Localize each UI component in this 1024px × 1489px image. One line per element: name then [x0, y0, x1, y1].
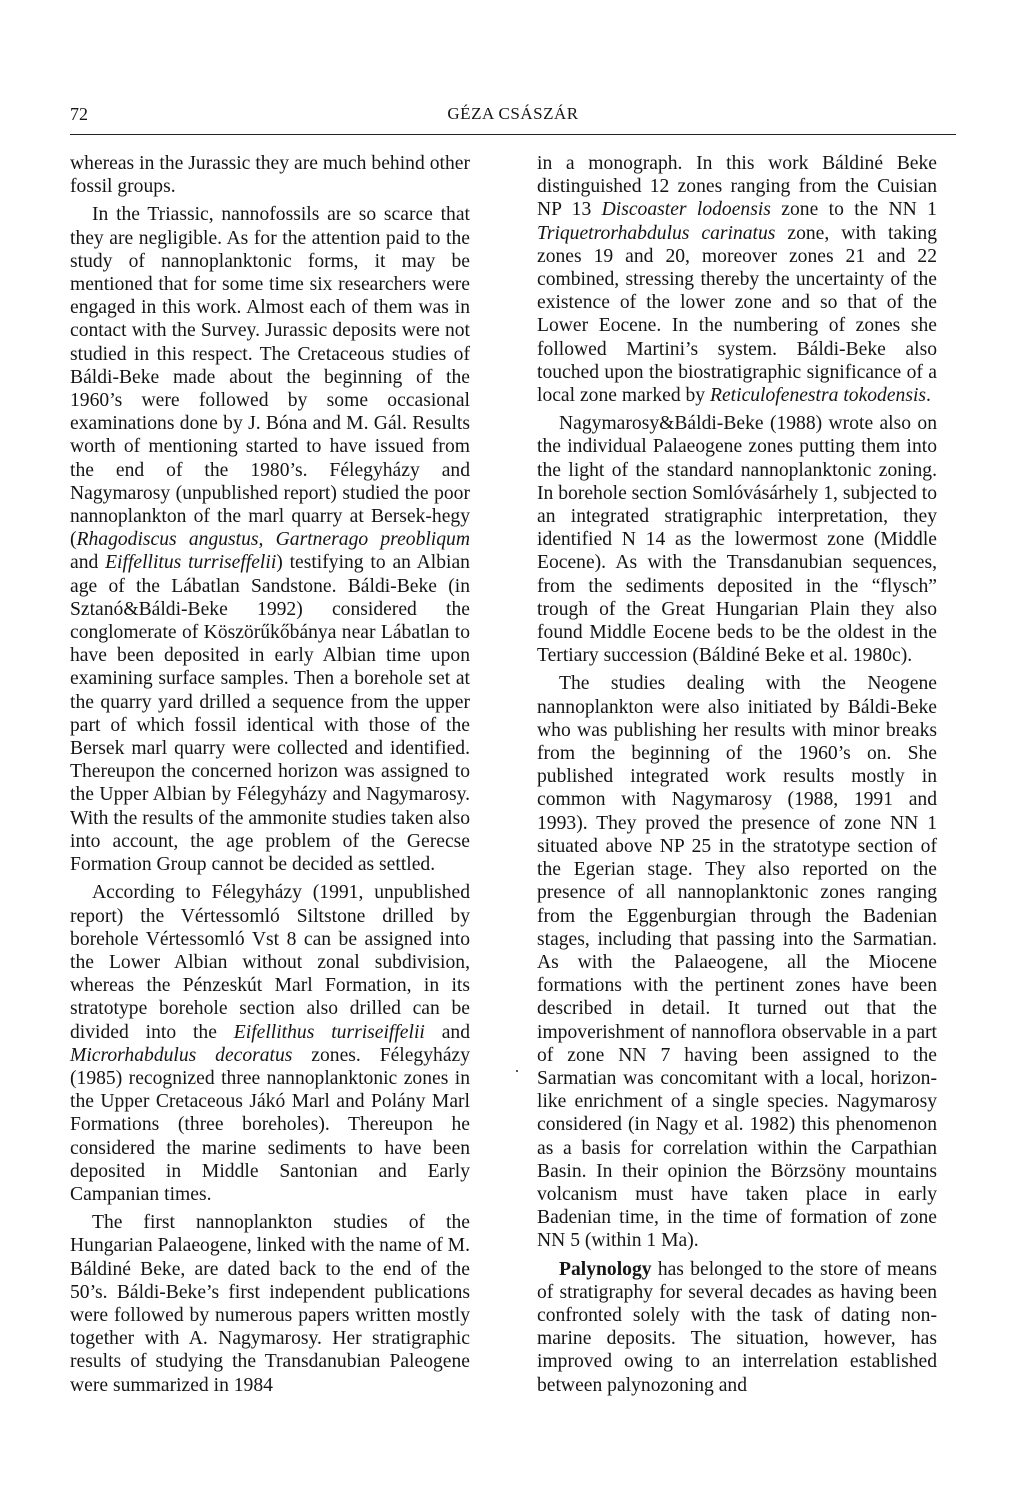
paragraph-p4 [70, 1211, 470, 1397]
paragraph-p6 [537, 412, 937, 667]
text-run: . [926, 385, 931, 407]
italic-text: Eifellithus turriseiffelii [233, 1021, 425, 1043]
paragraph-p2 [70, 203, 470, 876]
text-run: zone, with taking zones 19 and 20, moreover zones 21 and 22 combined, stressing thereby the uncertainty of the existence of the lower zone and so that of the Lower Eocene. In the numbering of zones she followed Martini’s system. Báldi-Beke also touched upon the biostratigraphic significance of a local zone marked by [537, 222, 937, 407]
text-run: The first nannoplankton studies of the Hungarian Palaeogene, linked with the name of M. Báldiné Beke, are dated back to the end of the 50’s. Báldi-Beke’s first independent publications were followed by numerous papers written mostly together with A. Nagymarosy. Her stratigraphic results of studying the Transdanubian Paleogene were summarized in 1984 [70, 1212, 470, 1396]
paragraph-p8 [537, 1258, 937, 1397]
italic-text: Eiffellitus turriseffelii [105, 552, 277, 574]
running-head: GÉZA CSÁSZÁR [447, 104, 579, 123]
bold-text: Palynology [559, 1258, 652, 1280]
italic-text: Discoaster lodoensis [601, 199, 771, 221]
stray-mark [516, 1070, 518, 1072]
paragraph-p1 [70, 152, 470, 198]
text-run: zones. Félegyházy (1985) recognized three nannoplanktonic zones in the Upper Cretaceous Jákó Marl and Polány Marl Formations (three boreholes). Thereupon he considered the marine sediments to have been deposited in Middle Santonian and Early Campanian times. [70, 1044, 471, 1205]
italic-text: Triquetrorhabdulus carinatus [537, 222, 776, 244]
text-run: zone to the NN 1 [770, 199, 937, 221]
text-run: The studies dealing with the Neogene nannoplankton were also initiated by Báldi-Beke who was publishing her results with minor breaks from the beginning of the 1960’s on. She published integrated work results mostly in common with Nagymarosy (1988, 1991 and 1993). They proved the presence of zone NN 1 situated above NP 25 in the stratotype section of the Egerian stage. They also reported on the presence of all nannoplanktonic zones ranging from the Eggenburgian through the Badenian stages, including that passing into the Sarmatian. As with the Palaeogene, all the Miocene formations with the pertinent zones have been described in detail. It turned out that the impoverishment of nannoflora observable in a part of zone NN 7 having been assigned to the Sarmatian was concomitant with a local, horizon-like enrichment of a single species. Nagymarosy considered (in Nagy et al. 1982) this phenomenon as a basis for correlation within the Carpathian Basin. In their opinion the Börzsöny mountains volcanism must have taken place in early Badenian time, in the time of formation of zone NN 5 (within 1 Ma). [537, 673, 937, 1252]
italic-text: Microrhabdulus decoratus [70, 1044, 293, 1066]
paragraph-p5 [537, 152, 937, 407]
left-column [70, 152, 470, 1397]
text-run: and [424, 1021, 470, 1043]
page-header [70, 104, 956, 135]
text-run: in a monograph. In this work Báldiné Beke distinguished 12 zones ranging from the Cuisian NP 13 [537, 153, 937, 221]
text-run: ) testifying to an Albian age of the Lábatlan Sandstone. Báldi-Beke (in Sztanó&Báldi-Beke 1992) considered the conglomerate of Köszörűkőbánya near Lábatlan to have been deposited in early Albian time upon examining surface samples. Then a borehole set at the quarry yard drilled a sequence from the upper part of which fossil identical with those of the Bersek marl quarry were collected and identified. Thereupon the concerned horizon was assigned to the Upper Albian by Félegyházy and Nagymarosy. With the results of the ammonite studies taken also into account, the age problem of the Gerecse Formation Group cannot be decided as settled. [70, 552, 470, 876]
text-run: has belonged to the store of means of stratigraphy for several decades as having been confronted solely with the task of dating non-marine deposits. The situation, however, has improved owing to an interrelation established between palynozoning and [537, 1258, 937, 1396]
paragraph-p3 [70, 881, 470, 1206]
text-run: Nagymarosy&Báldi-Beke (1988) wrote also on the individual Palaeogene zones putting them into the light of the standard nannoplanktonic zoning. In borehole section Somlóvásárhely 1, subjected to an integrated stratigraphic interpretation, they identified N 14 as the lowermost zone (Middle Eocene). As with the Transdanubian sequences, from the sediments deposited in the “flysch” trough of the Great Hungarian Plain they also found Middle Eocene beds to be the oldest in the Tertiary succession (Báldiné Beke et al. 1980c). [537, 413, 937, 667]
text-run: and [70, 552, 106, 574]
text-run: whereas in the Jurassic they are much behind other fossil groups. [70, 153, 470, 198]
paragraph-p7 [537, 672, 937, 1252]
italic-text: Rhagodiscus angustus, Gartnerago preobliqum [76, 529, 470, 551]
text-run: According to Félegyházy (1991, unpublished report) the Vértessomló Siltstone drilled by borehole Vértessomló Vst 8 can be assigned into the Lower Albian without zonal subdivision, whereas the Pénzeskút Marl Formation, in its stratotype borehole section also drilled can be divided into the [70, 882, 470, 1043]
right-column [537, 152, 937, 1397]
page-number: 72 [70, 104, 88, 124]
text-run: In the Triassic, nannofossils are so scarce that they are negligible. As for the attention paid to the study of nannoplanktonic forms, it may be mentioned that for some time six researchers were engaged in this work. Almost each of them was in contact with the Survey. Jurassic deposits were not studied in this respect. The Cretaceous studies of Báldi-Beke made about the beginning of the 1960’s were followed by some occasional examinations done by J. Bóna and M. Gál. Results worth of mentioning started to have issued from the end of the 1980’s. Félegyházy and Nagymarosy (unpublished report) studied the poor nannoplankton of the marl quarry at Bersek-hegy ( [70, 204, 470, 551]
italic-text: Reticulofenestra tokodensis [710, 385, 927, 407]
